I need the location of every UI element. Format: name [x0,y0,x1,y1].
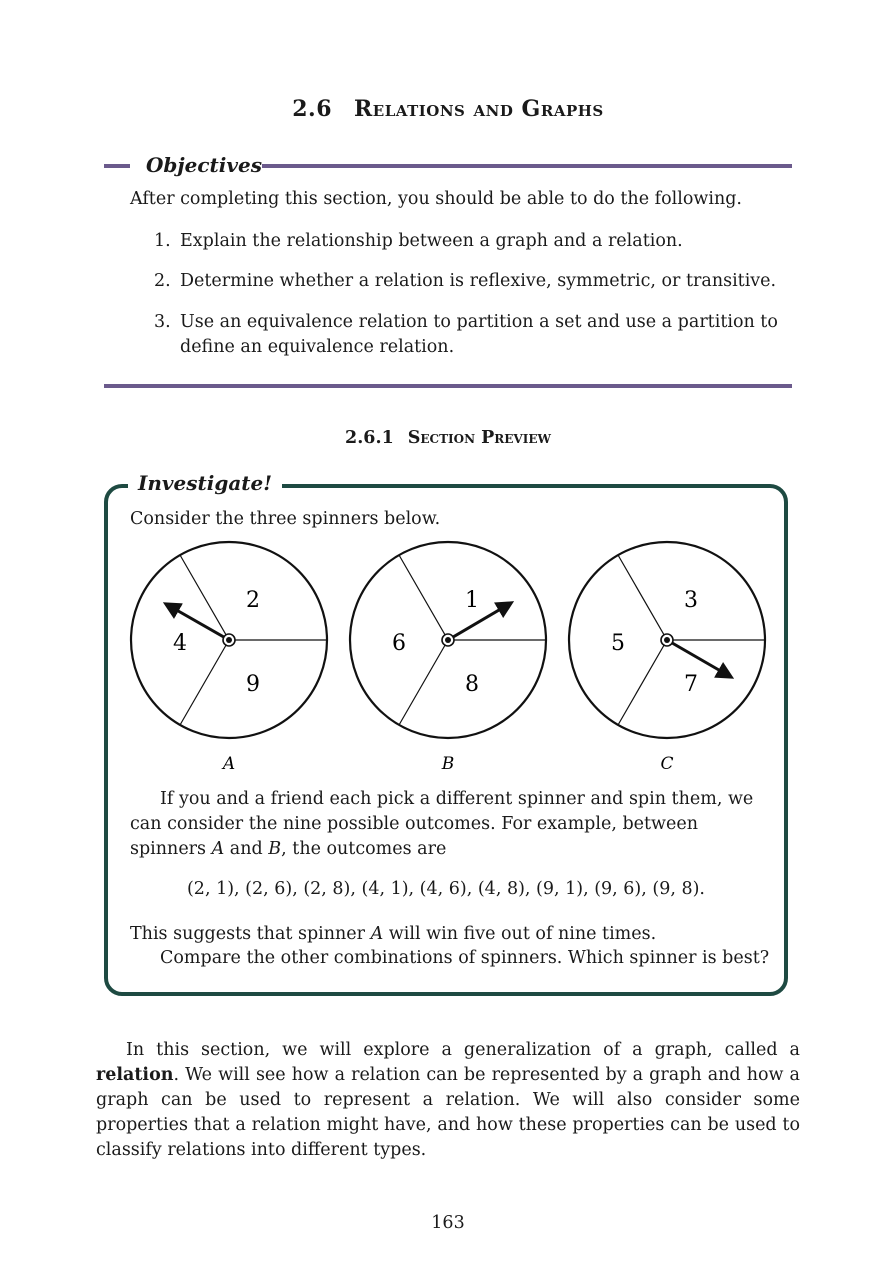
text-run: This suggests that spinner [130,924,371,944]
spinner-c-left-number: 5 [611,631,625,656]
text-run: If you and a friend each pick a different spinner and spin them, we can consider the nine possible outcomes. For example, between spinners [130,789,754,859]
objectives-label: Objectives [146,153,262,177]
spinners-figure [120,530,770,780]
spinner-a-label: A [222,754,236,774]
objectives-rule-right [262,164,792,168]
spinner-c-pointer [667,640,731,677]
objective-text: Use an equivalence relation to partition a set and use a partition to define an equivalence relation. [180,312,778,357]
spinner-a-divider [180,640,229,725]
spinner-b-label: B [441,754,455,774]
spinner-b-divider [399,555,448,640]
spinner-a [131,542,327,774]
spinner-a-top-number: 2 [246,588,260,613]
objective-number: 1. [154,231,171,251]
spinner-c [569,542,765,774]
text-run: . We will see how a relation can be represented by a graph and how a graph can be used to represent a relation. We will also consider some properties that a relation might have, and how these properties can be used to classify relations into different types. [96,1065,800,1160]
spinner-b-divider [399,640,448,725]
spinner-a-hub-dot [226,637,232,643]
section-name: Relations and Graphs [354,96,604,122]
text-run: In this section, we will explore a generalization of a graph, called a [126,1040,800,1060]
spinner-b-hub-dot [445,637,451,643]
spinner-a-bottom-number: 9 [246,672,260,697]
objective-item-1 [154,229,794,255]
spinner-ref-a: A [211,839,225,859]
investigate-paragraph-1 [130,787,772,862]
section-number: 2.6 [292,96,333,122]
spinner-ref-b: B [268,839,282,859]
objective-item-3 [154,310,794,362]
objective-text: Explain the relationship between a graph and a relation. [180,231,683,251]
spinner-c-top-number: 3 [684,588,698,613]
outcomes-display: (2, 1), (2, 6), (2, 8), (4, 1), (4, 6), (4, 8), (9, 1), (9, 6), (9, 8). [186,879,705,899]
spinner-c-bottom-number: 7 [684,672,698,697]
objective-text: Determine whether a relation is reflexive, symmetric, or transitive. [180,271,777,291]
objective-number: 3. [154,312,171,332]
text-run: and [224,839,269,859]
spinner-b [350,542,546,774]
subsection-name: Section Preview [407,428,551,448]
spinner-ref-a: A [370,924,384,944]
spinner-c-label: C [660,754,674,774]
spinner-b-bottom-number: 8 [465,672,479,697]
body-paragraph [96,1038,800,1163]
spinner-c-divider [618,555,667,640]
investigate-label: Investigate! [138,471,273,495]
spinner-c-hub-dot [664,637,670,643]
objective-number: 2. [154,271,171,291]
section-title [0,96,896,122]
subsection-title [0,428,896,448]
spinner-b-left-number: 6 [392,631,406,656]
objective-item-2 [154,269,794,295]
investigate-paragraph-2 [130,922,772,947]
investigate-label-wrap [128,471,282,495]
term-relation: relation [96,1065,174,1085]
subsection-number: 2.6.1 [345,428,394,448]
objectives-rule-left [104,164,130,168]
text-run: will win five out of nine times. [383,924,657,944]
investigate-paragraph-3: Compare the other combinations of spinners. Which spinner is best? [160,948,770,968]
spinner-b-pointer [448,603,511,640]
objectives-intro: After completing this section, you should be able to do the following. [130,189,742,209]
objectives-rule-bottom [104,384,792,388]
spinner-b-top-number: 1 [465,588,479,613]
page-number: 163 [431,1213,465,1233]
text-run: , the outcomes are [281,839,447,859]
investigate-intro: Consider the three spinners below. [130,509,441,529]
spinner-c-divider [618,640,667,725]
spinner-a-left-number: 4 [173,631,187,656]
